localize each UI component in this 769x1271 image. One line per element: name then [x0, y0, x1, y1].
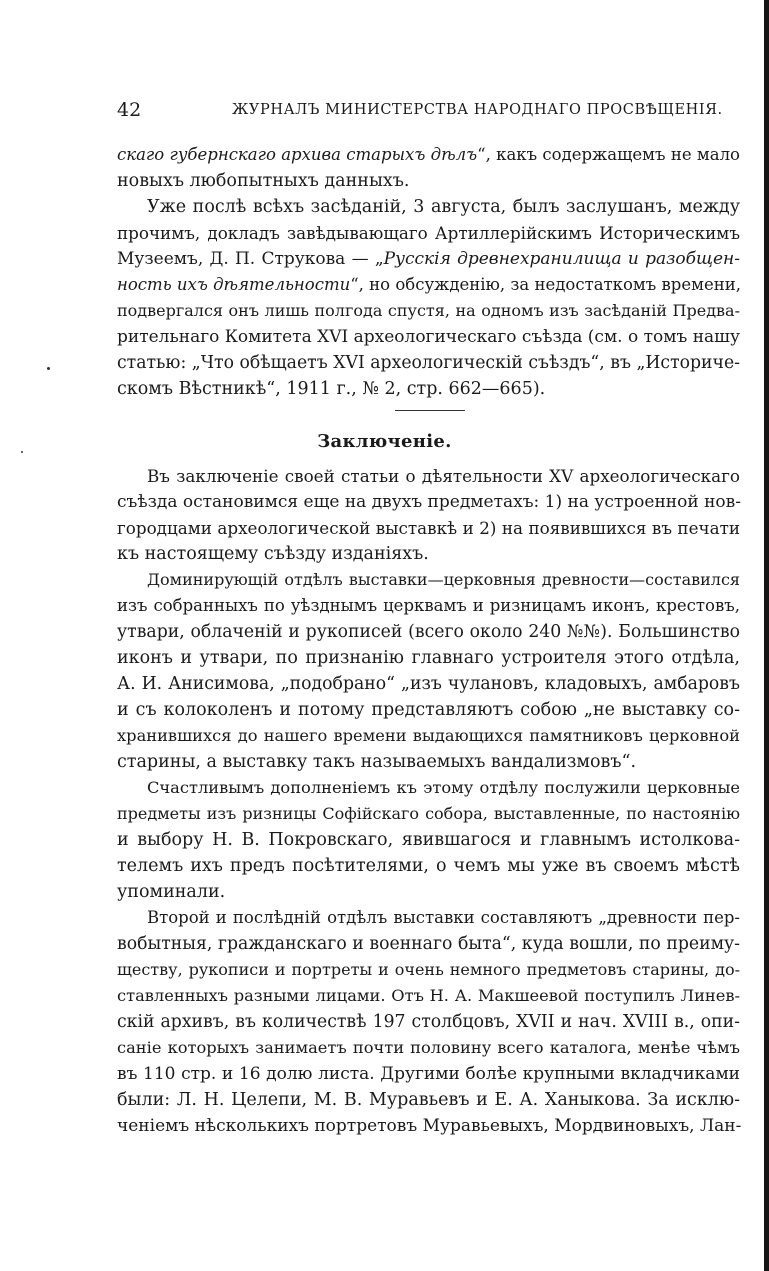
text-line: утвари, облаченій и рукописей (всего около 240 №№). Большинство	[117, 622, 740, 642]
text-span: “, какъ содержащемъ не мало	[477, 145, 740, 164]
text-line: подвергался онъ лишь полгода спустя, на одномъ изъ засѣданій Предва-	[117, 301, 740, 320]
text-line: телемъ ихъ предъ посѣтителями, о чемъ мы уже въ своемъ мѣстѣ	[117, 856, 740, 876]
text-line: вобытныя, гражданскаго и военнаго быта“, куда вошли, по преиму-	[117, 934, 740, 954]
text-line: предметы изъ ризницы Софійскаго собора, выставленные, по настоянію	[117, 804, 740, 823]
text-line: скій архивъ, въ количествѣ 197 столбцовъ, XVII и нач. XVIII в., опи-	[117, 1012, 740, 1032]
text-line: и съ колоколенъ и потому представляютъ собою „не выставку со-	[117, 700, 740, 720]
text-line: Въ заключеніе своей статьи о дѣятельности XV археологическаго	[147, 466, 740, 486]
section-heading: Заключеніе.	[317, 431, 452, 452]
text-line: въ 110 стр. и 16 долю листа. Другими болѣе крупными вкладчиками	[117, 1064, 740, 1084]
text-line: А. И. Анисимова, „подобрано“ „изъ чулановъ, кладовыхъ, амбаровъ	[117, 674, 740, 694]
page-number: 42	[117, 99, 142, 121]
text-line: упоминали.	[117, 882, 226, 902]
text-line: изъ собранныхъ по уѣзднымъ церквамъ и ризницамъ иконъ, крестовъ,	[117, 596, 740, 615]
scan-speck	[47, 367, 50, 370]
text-line: хранившихся до нашего времени выдающихся памятниковъ церковной	[117, 726, 740, 745]
text-line: ченіемъ нѣсколькихъ портретовъ Муравьевыхъ, Мордвиновыхъ, Лан-	[117, 1116, 742, 1136]
text-line: рительнаго Комитета XVI археологическаго съѣзда (см. о томъ нашу	[117, 327, 740, 347]
text-line: прочимъ, докладъ завѣдывающаго Артиллерійскимъ Историческимъ	[117, 223, 740, 243]
italic-title: Русскія древнехранилища и разобщен-	[383, 249, 741, 269]
text-line: ществу, рукописи и портреты и очень немного предметовъ старины, до-	[117, 960, 740, 979]
text-line: къ настоящему съѣзду изданіяхъ.	[117, 544, 429, 564]
text-line: Второй и послѣдній отдѣлъ выставки составляютъ „древности пер-	[147, 908, 740, 927]
text-span: Музеемъ, Д. П. Струкова — „	[117, 249, 384, 269]
section-divider	[395, 410, 465, 411]
italic-title: скаго губернскаго архива старыхъ дѣлъ	[117, 145, 478, 164]
text-line	[117, 248, 740, 270]
text-line: саніе которыхъ занимаетъ почти половину всего каталога, менѣе чѣмъ	[117, 1038, 740, 1057]
page-header	[117, 99, 740, 123]
text-span: “, но обсужденію, за недостаткомъ времени,	[350, 275, 741, 294]
running-title: ЖУРНАЛЪ МИНИСТЕРСТВА НАРОДНАГО ПРОСВѢЩЕНІЯ.	[232, 102, 723, 118]
text-line: Уже послѣ всѣхъ засѣданій, 3 августа, былъ заслушанъ, между	[147, 197, 740, 217]
text-line: съѣзда остановимся еще на двухъ предметахъ: 1) на устроенной нов-	[117, 492, 741, 512]
text-line: старины, а выставку такъ называемыхъ вандализмовъ“.	[117, 752, 637, 772]
text-line: скомъ Вѣстникѣ“, 1911 г., № 2, стр. 662—665).	[117, 379, 546, 399]
text-line: новыхъ любопытныхъ данныхъ.	[117, 171, 410, 191]
text-line	[117, 144, 740, 166]
text-line: Доминирующій отдѣлъ выставки—церковныя древности—составился	[147, 570, 740, 589]
italic-title: ность ихъ дѣятельности	[117, 275, 351, 294]
text-line: и выбору Н. В. Покровскаго, явившагося и главнымъ истолкова-	[117, 830, 740, 850]
text-line: городцами археологической выставкѣ и 2) на появившихся въ печати	[117, 518, 740, 538]
text-line: иконъ и утвари, по признанію главнаго устроителя этого отдѣла,	[117, 648, 740, 668]
text-line	[117, 274, 740, 296]
text-line: ставленныхъ разными лицами. Отъ Н. А. Макшеевой поступилъ Линев-	[117, 986, 740, 1005]
text-line: статью: „Что обѣщаетъ XVI археологическій съѣздъ“, въ „Историче-	[117, 353, 740, 373]
text-line: были: Л. Н. Целепи, М. В. Муравьевъ и Е. А. Ханыкова. За исклю-	[117, 1090, 740, 1110]
text-line: Счастливымъ дополненіемъ къ этому отдѣлу послужили церковные	[147, 778, 740, 797]
scan-edge-shadow	[764, 0, 769, 1271]
